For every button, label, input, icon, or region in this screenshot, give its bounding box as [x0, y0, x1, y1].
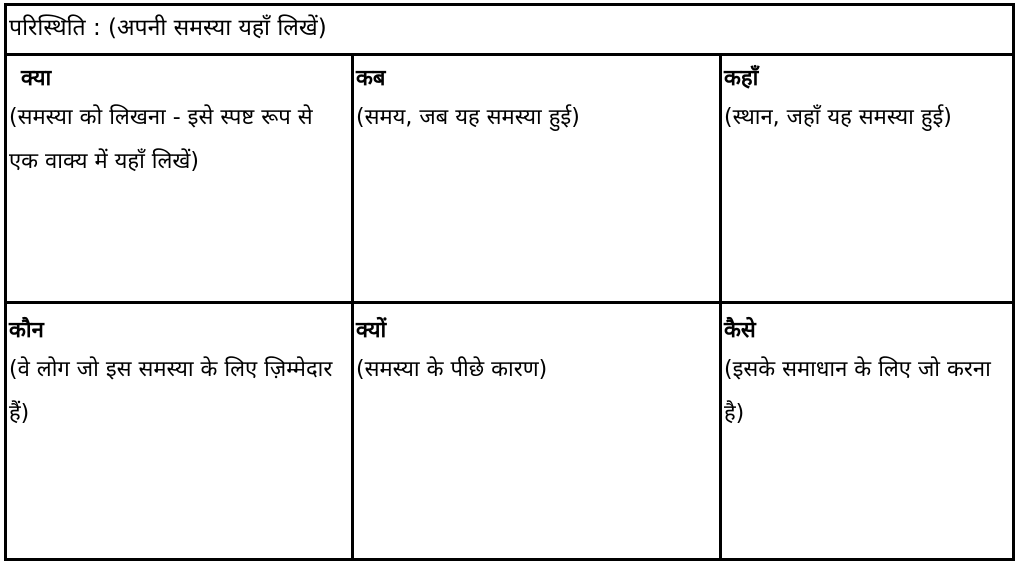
when-instruction: (समय, जब यह समस्या हुई) [356, 105, 580, 130]
who-heading: कौन [9, 318, 44, 343]
where-instruction: (स्थान, जहाँ यह समस्या हुई) [724, 105, 952, 130]
where-heading: कहाँ [724, 66, 759, 91]
how-heading: कैसे [724, 318, 756, 343]
why-instruction: (समस्या के पीछे कारण) [356, 357, 548, 382]
cell-what [7, 56, 351, 301]
problem-analysis-table [4, 3, 1015, 561]
why-heading: क्यों [356, 318, 387, 343]
how-instruction: (इसके समाधान के लिए जो करना है) [724, 357, 991, 426]
cell-who [7, 301, 351, 558]
five-w-one-h-grid [7, 56, 1012, 558]
when-heading: कब [356, 66, 386, 91]
cell-when [351, 56, 719, 301]
cell-where [719, 56, 1012, 301]
situation-title: परिस्थिति : (अपनी समस्या यहाँ लिखें) [7, 6, 1012, 56]
cell-why [351, 301, 719, 558]
what-instruction: (समस्या को लिखना - इसे स्पष्ट रूप से एक वाक्य में यहाँ लिखें) [9, 105, 313, 174]
who-instruction: (वे लोग जो इस समस्या के लिए ज़िम्मेदार हैं) [9, 357, 333, 426]
what-heading: क्या [21, 66, 52, 91]
cell-how [719, 301, 1012, 558]
